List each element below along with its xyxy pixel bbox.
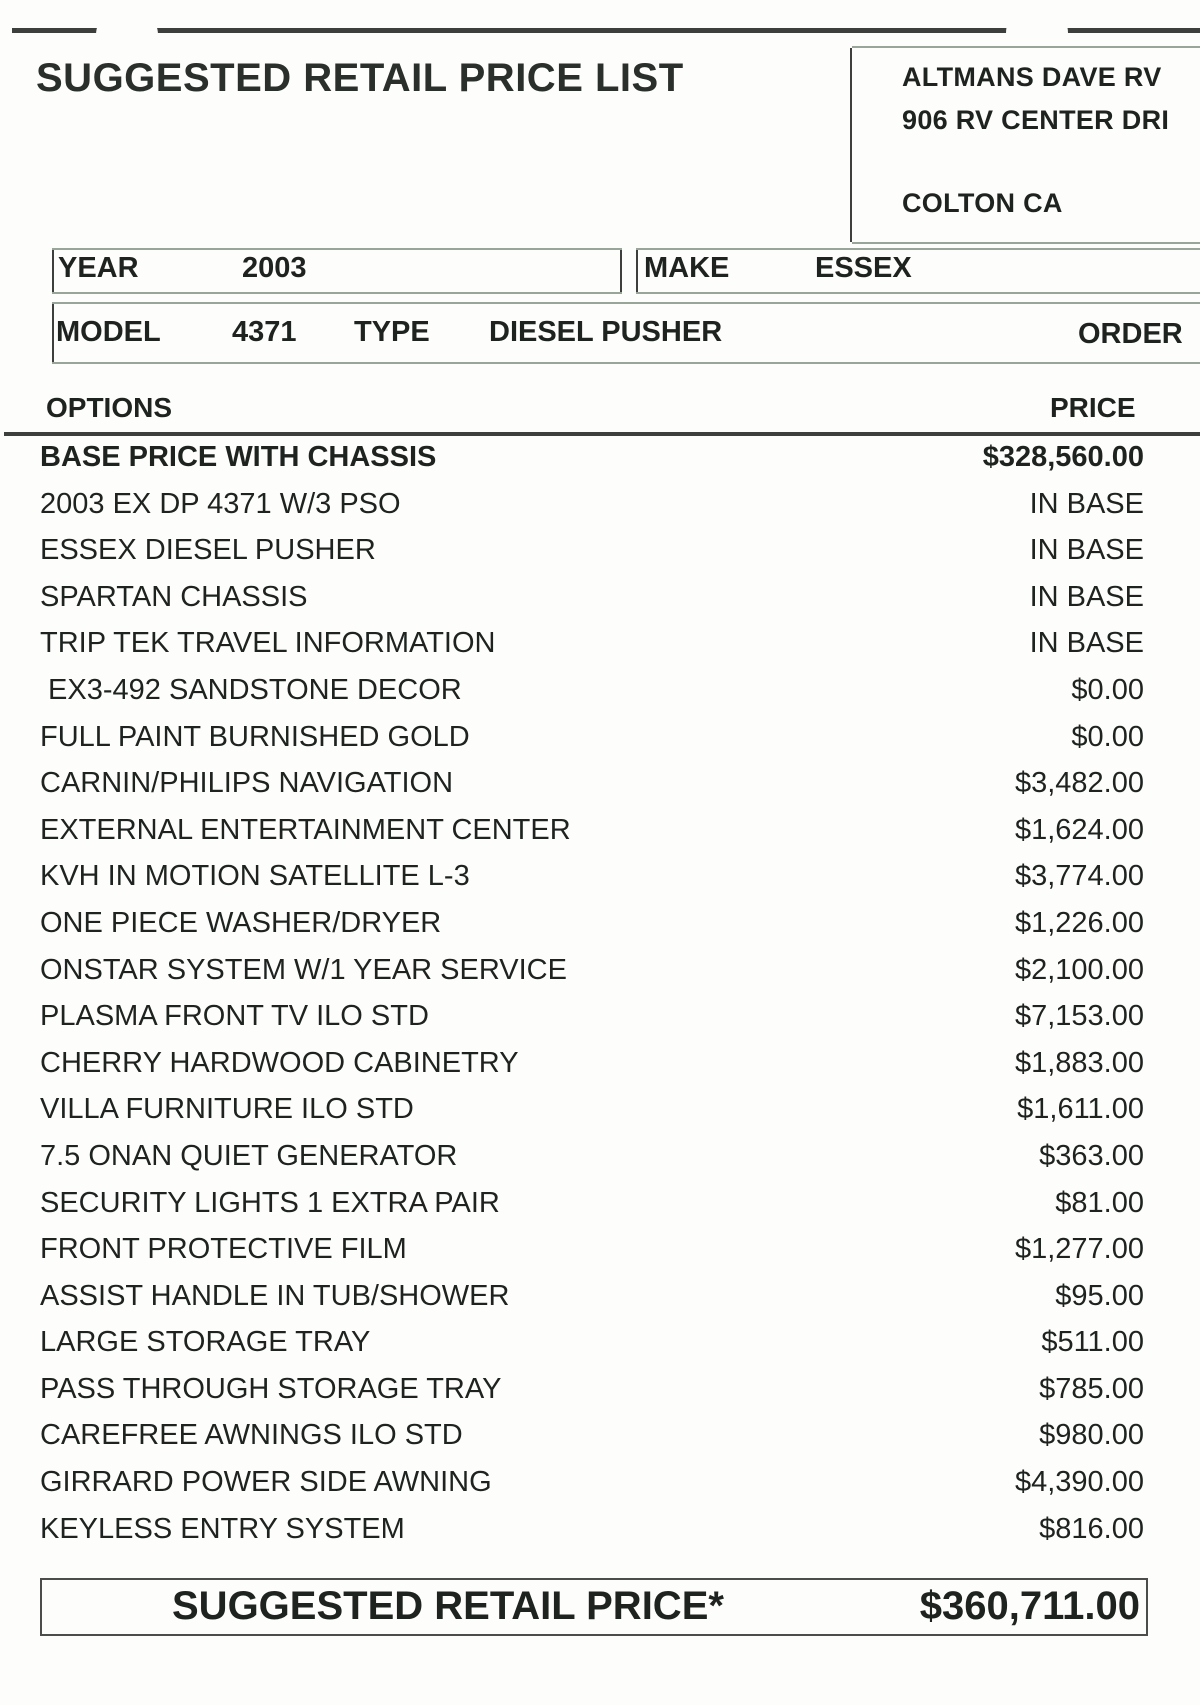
table-row [0,1089,1200,1136]
year-box-bottom [52,292,622,294]
option-name: FRONT PROTECTIVE FILM [40,1233,407,1266]
type-value: DIESEL PUSHER [489,316,723,348]
option-price: $1,611.00 [1017,1093,1144,1126]
option-price: $980.00 [1039,1419,1144,1452]
option-name: KVH IN MOTION SATELLITE L-3 [40,860,470,893]
option-price: $81.00 [1055,1186,1144,1219]
table-row [0,577,1200,624]
option-name: EX3-492 SANDSTONE DECOR [40,673,462,706]
option-price: $95.00 [1055,1279,1144,1312]
model-value: 4371 [232,316,297,348]
option-price: $1,277.00 [1014,1233,1144,1266]
year-value: 2003 [242,252,307,284]
year-box-top [52,248,622,250]
option-price: $2,100.00 [1014,953,1144,986]
table-row [0,1509,1200,1556]
table-row [0,717,1200,764]
option-price: $7,153.00 [1014,1000,1144,1033]
table-row [0,1415,1200,1462]
price-column-header: PRICE [1050,392,1136,423]
option-name: ONSTAR SYSTEM W/1 YEAR SERVICE [40,953,567,986]
option-price: $4,390.00 [1014,1466,1144,1499]
header-underline [4,432,1200,436]
table-row [0,1136,1200,1183]
dealer-box-bottom-border [852,242,1200,244]
option-name: PASS THROUGH STORAGE TRAY [40,1372,502,1405]
model-label: MODEL [56,316,161,348]
table-row [0,810,1200,857]
option-name: CHERRY HARDWOOD CABINETRY [40,1046,519,1079]
table-row [0,437,1200,484]
option-price: IN BASE [1029,580,1144,613]
table-row [0,903,1200,950]
option-price: $511.00 [1041,1326,1144,1359]
option-name: EXTERNAL ENTERTAINMENT CENTER [40,813,571,846]
year-box-right [620,250,622,292]
option-price: $785.00 [1039,1372,1144,1405]
model-box-left [52,304,54,362]
option-price: IN BASE [1029,487,1144,520]
option-price: $3,482.00 [1014,767,1144,800]
option-name: ASSIST HANDLE IN TUB/SHOWER [40,1279,510,1312]
option-price: $1,226.00 [1014,906,1144,939]
option-price: $0.00 [1071,673,1144,706]
option-price: $0.00 [1071,720,1144,753]
model-box-top [52,302,1200,304]
table-row [0,484,1200,531]
make-box-bottom [636,292,1200,294]
table-row [0,530,1200,577]
option-name: PLASMA FRONT TV ILO STD [40,1000,429,1033]
option-name: SECURITY LIGHTS 1 EXTRA PAIR [40,1186,500,1219]
option-name: BASE PRICE WITH CHASSIS [40,441,437,473]
option-name: ONE PIECE WASHER/DRYER [40,906,442,939]
total-value: $360,711.00 [919,1584,1140,1628]
option-price: IN BASE [1029,627,1144,660]
option-name: LARGE STORAGE TRAY [40,1326,371,1359]
model-box-bottom [52,362,1200,364]
option-price: $816.00 [1039,1512,1144,1545]
option-name: SPARTAN CHASSIS [40,580,308,613]
option-name: 7.5 ONAN QUIET GENERATOR [40,1139,458,1172]
dealer-city: COLTON CA [902,188,1063,218]
options-column-header: OPTIONS [46,392,173,423]
option-price: $1,883.00 [1014,1046,1144,1079]
table-row [0,1369,1200,1416]
option-price: IN BASE [1029,534,1144,567]
option-price: $3,774.00 [1014,860,1144,893]
table-row [0,996,1200,1043]
table-row [0,1183,1200,1230]
make-box-top [636,248,1200,250]
option-name: CARNIN/PHILIPS NAVIGATION [40,767,454,800]
table-row [0,1322,1200,1369]
dealer-box-left-border [850,48,852,242]
make-value: ESSEX [815,252,912,284]
option-name: TRIP TEK TRAVEL INFORMATION [40,627,496,660]
make-box-left [636,250,638,292]
table-row [0,623,1200,670]
option-name: GIRRARD POWER SIDE AWNING [40,1466,492,1499]
table-row [0,670,1200,717]
dealer-box-top-border [852,46,1200,48]
dealer-name: ALTMANS DAVE RV [902,62,1162,92]
table-row [0,950,1200,997]
type-label: TYPE [354,316,430,348]
options-table [0,437,1200,1555]
document-title: SUGGESTED RETAIL PRICE LIST [36,56,684,100]
option-name: FULL PAINT BURNISHED GOLD [40,720,470,753]
table-row [0,1462,1200,1509]
option-price: $328,560.00 [982,441,1144,473]
table-row [0,856,1200,903]
order-label: ORDER [1078,318,1183,350]
option-name: 2003 EX DP 4371 W/3 PSO [40,487,401,520]
year-label: YEAR [58,252,139,284]
make-label: MAKE [644,252,730,284]
option-name: ESSEX DIESEL PUSHER [40,534,376,567]
total-box [40,1578,1148,1636]
table-row [0,763,1200,810]
option-name: VILLA FURNITURE ILO STD [40,1093,414,1126]
table-row [0,1229,1200,1276]
total-label: SUGGESTED RETAIL PRICE* [172,1584,724,1628]
punch-hole-right [1006,4,1068,62]
year-box-left [52,250,54,292]
option-price: $363.00 [1039,1139,1144,1172]
option-price: $1,624.00 [1014,813,1144,846]
table-row [0,1043,1200,1090]
dealer-address: 906 RV CENTER DRI [902,105,1170,135]
option-name: KEYLESS ENTRY SYSTEM [40,1512,405,1545]
table-row [0,1276,1200,1323]
option-name: CAREFREE AWNINGS ILO STD [40,1419,463,1452]
